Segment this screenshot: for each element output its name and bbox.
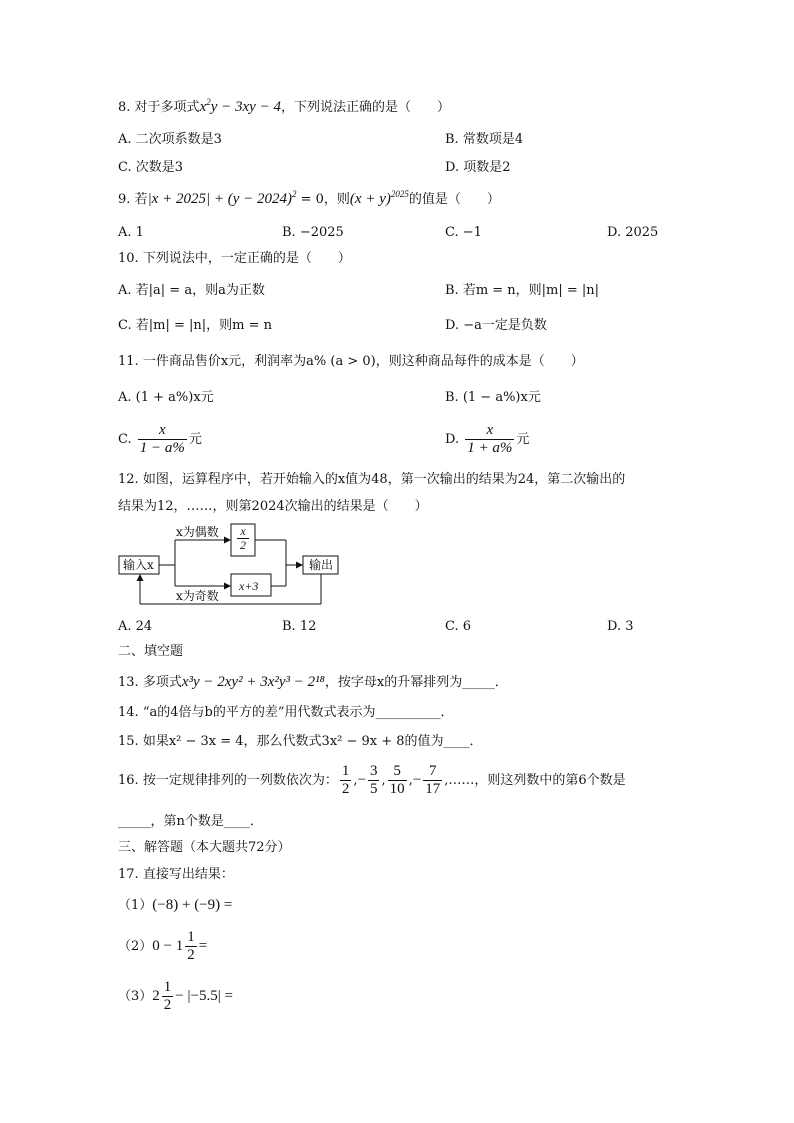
even-condition-label: x为偶数: [176, 525, 219, 539]
option-a[interactable]: A. 二次项系数是3: [118, 132, 222, 147]
option-c[interactable]: C. $\frac{x}{1 - a\%}$ 元: [118, 422, 202, 456]
question-12-stem-line1: 12. 如图，运算程序中，若开始输入的x值为48，第一次输出的结果为24，第二次输出的: [118, 472, 626, 487]
polynomial-expression: $x^2y - 3xy - 4$: [199, 97, 281, 115]
polynomial-expression: x³y − 2xy² + 3x²y³ − 2¹⁸: [181, 674, 325, 690]
option-d[interactable]: D. 3: [607, 619, 634, 634]
option-c[interactable]: C. −1: [445, 225, 482, 240]
power-expression: $(x + y)^{2025}$: [349, 189, 409, 207]
question-17-part-3: （3）2 $\frac{1}{2}$ − |−5.5| =: [118, 979, 233, 1013]
section-heading: 二、填空题: [118, 644, 184, 659]
option-a[interactable]: A. 1: [118, 225, 144, 240]
question-15-stem: 15. 如果x² − 3x = 4，那么代数式3x² − 9x + 8的值为____．: [118, 734, 483, 749]
sequence-fraction: $\frac{7}{17}$: [425, 763, 441, 797]
option-b[interactable]: B. 12: [282, 619, 317, 634]
output-label: 输出: [309, 558, 334, 572]
question-16-stem: 16. 按一定规律排列的一列数依次为： $\frac{1}{2}$ ,− $\frac{3}{5}$ , $\frac{5}{10}$ ,− $\frac{7}{17}$ ,……，则这列数中的第6个数是: [118, 763, 626, 797]
question-17-stem: 17. 直接写出结果：: [118, 867, 234, 882]
question-17-part-2: （2）0 − 1 $\frac{1}{2}$ =: [118, 929, 208, 963]
option-c[interactable]: C. 6: [445, 619, 472, 634]
option-b[interactable]: B. −2025: [282, 225, 344, 240]
option-c[interactable]: C. 若|m| = |n|，则m = n: [118, 318, 272, 333]
question-12-stem-line2: 结果为12，……，则第2024次输出的结果是（ ）: [118, 499, 428, 514]
option-a[interactable]: A. 若|a| = a，则a为正数: [118, 283, 265, 298]
fraction: $\frac{1}{2}$: [163, 979, 172, 1013]
option-d[interactable]: D. −a一定是负数: [445, 318, 547, 333]
equation-expression: $|x + 2025| + (y - 2024)^2$: [147, 189, 297, 207]
question-number: 8.: [118, 100, 131, 115]
option-d[interactable]: D. 2025: [607, 225, 659, 240]
section-heading: 三、解答题（本大题共72分）: [118, 840, 291, 855]
option-d[interactable]: D. 项数是2: [445, 160, 511, 175]
question-10-stem: 10. 下列说法中，一定正确的是（ ）: [118, 251, 351, 266]
question-14-stem: 14. “a的4倍与b的平方的差”用代数式表示为__________．: [118, 705, 454, 720]
question-8-stem: 8. 对于多项式$x^2y - 3xy - 4$，下列说法正确的是（ ）: [118, 97, 450, 115]
fraction: $\frac{x}{1 + a\%}$: [467, 422, 513, 456]
question-11-stem: 11. 一件商品售价x元，利润率为a% (a > 0)，则这种商品每件的成本是（ ）: [118, 354, 584, 369]
input-label: 输入x: [123, 558, 154, 572]
sequence-fraction: $\frac{1}{2}$: [341, 763, 350, 797]
sequence-fraction: $\frac{3}{5}$: [369, 763, 378, 797]
option-d[interactable]: D. $\frac{x}{1 + a\%}$ 元: [445, 422, 530, 456]
option-a[interactable]: A. 24: [118, 619, 153, 634]
half-expression: x 2: [237, 525, 249, 551]
option-a[interactable]: A. (1 + a%)x元: [118, 390, 214, 405]
option-b[interactable]: B. 若m = n，则|m| = |n|: [445, 283, 600, 298]
sequence-fraction: $\frac{5}{10}$: [389, 763, 405, 797]
option-b[interactable]: B. (1 − a%)x元: [445, 390, 541, 405]
question-17-part-1: （1）(−8) + (−9) =: [118, 897, 233, 913]
option-c[interactable]: C. 次数是3: [118, 160, 184, 175]
option-b[interactable]: B. 常数项是4: [445, 132, 524, 147]
question-16-line2: _____，第n个数是____．: [118, 814, 263, 829]
odd-condition-label: x为奇数: [176, 589, 219, 603]
sequence-fractions: $\frac{1}{2}$ ,− $\frac{3}{5}$ , $\frac{5}{10}$ ,− $\frac{7}{17}$ ,: [341, 763, 449, 797]
plus3-expression: x+3: [239, 579, 259, 593]
question-9-stem: 9. 若$|x + 2025| + (y - 2024)^2 = 0$，则$(x + y)^{2025}$的值是（ ）: [118, 189, 500, 207]
flowchart: [118, 520, 343, 610]
fraction: $\frac{1}{2}$: [187, 929, 195, 963]
fraction: $\frac{x}{1 - a\%}$: [139, 422, 185, 456]
question-13-stem: 13. 多项式x³y − 2xy² + 3x²y³ − 2¹⁸，按字母x的升幂排列为_____．: [118, 674, 508, 690]
